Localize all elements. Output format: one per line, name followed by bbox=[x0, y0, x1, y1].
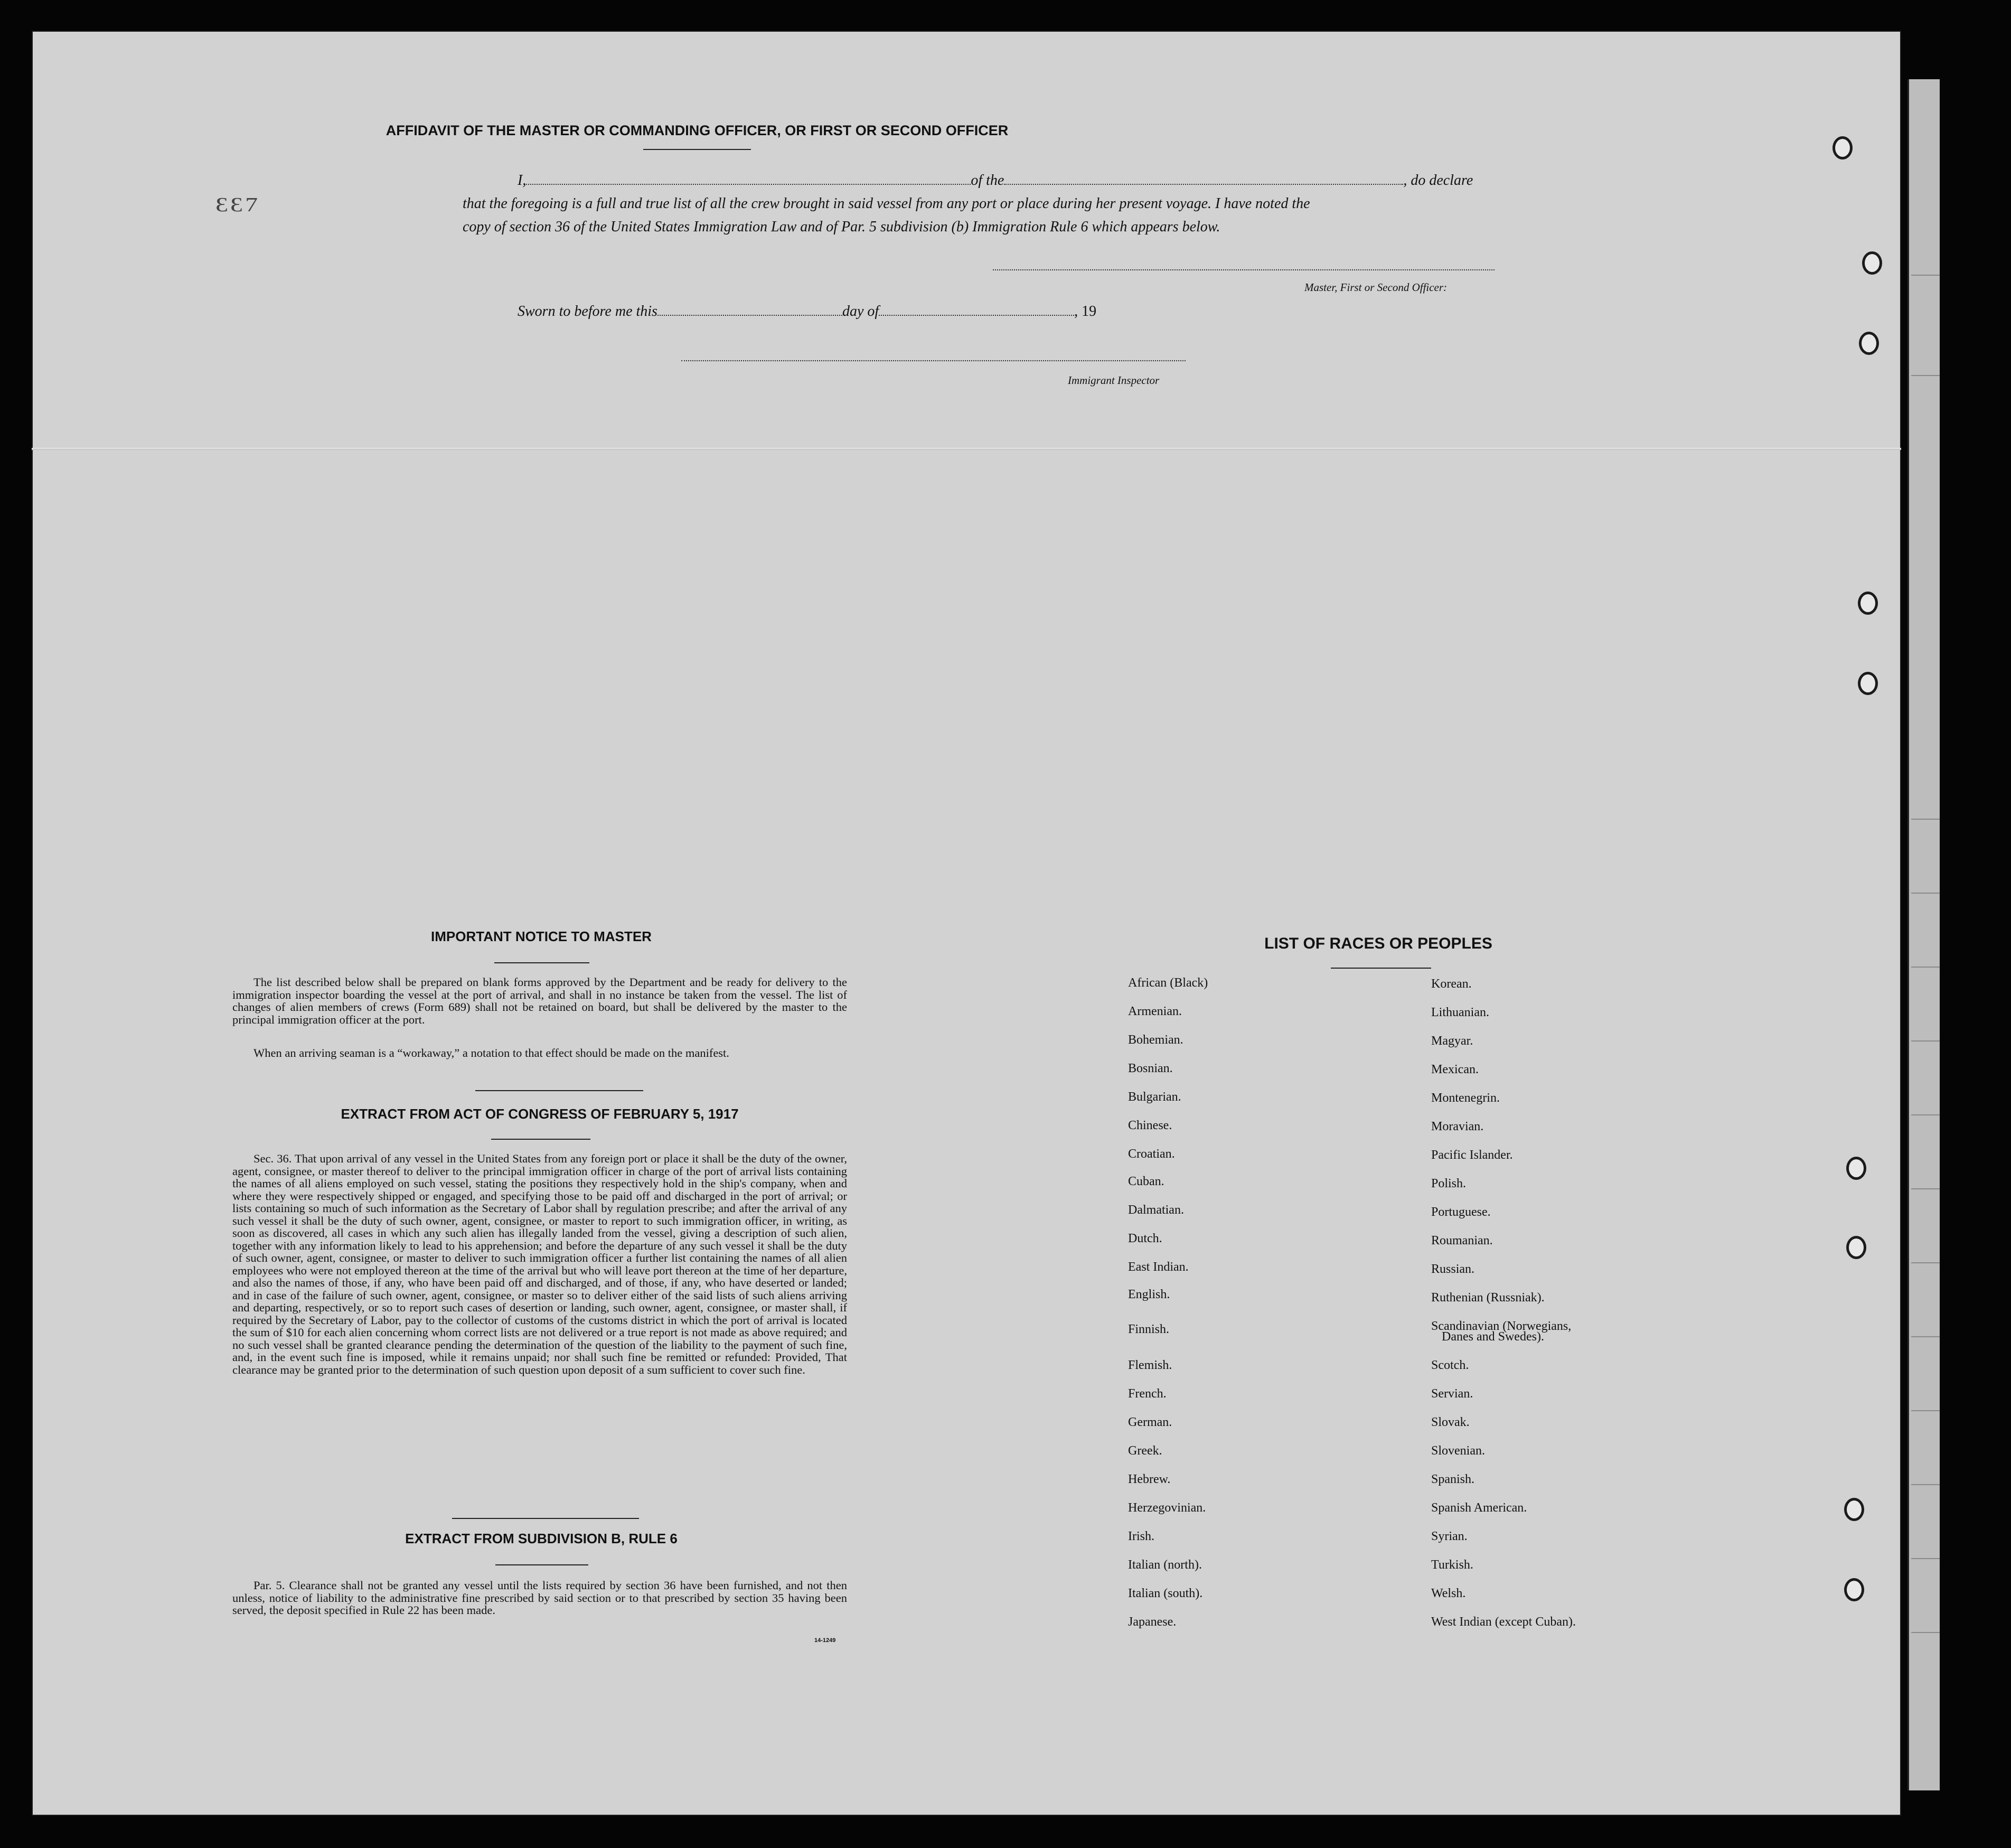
extract-act-text: Sec. 36. That upon arrival of any vessel in the United States from any foreign port or place it shall be the duty of the owner, agent, consignee, or master thereof to deliver to the principal immigration officer in charge of the port of arrival lists containing the names of all aliens employed on such vessel, stating the positions they respectively hold in the ship's company, when and where they were respectively shipped or engaged, and specifying those to be paid off and discharged in the port of arrival; or lists containing so much of such information as the Secretary of Labor shall by regulation prescribe; and after the arrival of any such vessel it shall be the duty of such owner, agent, consignee, or master to report to such immigration officer, in writing, as soon as discovered, all cases in which any such alien has illegally landed from the vessel, giving a description of such alien, together with any information likely to lead to his apprehension; and before the departure of any such vessel it shall be the duty of such owner, agent, consignee, or master to deliver to such immigration officer a further list containing the names of all alien employees who were not employed thereon at the time of the arrival but who will leave port thereon at the time of her departure, and also the names of those, if any, who have been paid off and discharged, and of those, if any, who have deserted or landed; and in case of the failure of such owner, agent, consignee, or master so to deliver either of the said lists of such aliens arriving and departing, respectively, or so to report such cases of desertion or landing, such owner, agent, consignee, or master shall, if required by the Secretary of Labor, pay to the collector of customs of the customs district in which the port of arrival is located the sum of $10 for each alien concerning whom correct lists are not delivered or a true report is not made as above required; and no such vessel shall be granted clearance pending the determination of the question of the liability to the payment of such fine, and, in the event such fine is imposed, while it remains unpaid; nor shall such fine be remitted or refunded: Provided, That clearance may be granted prior to the determination of such question upon deposit of a sum sufficient to cover such fine. bbox=[232, 1152, 847, 1376]
race-item: English. bbox=[1128, 1288, 1170, 1301]
race-item: Korean. bbox=[1431, 977, 1472, 991]
race-item: Cuban. bbox=[1128, 1175, 1164, 1188]
race-item: Slovenian. bbox=[1431, 1444, 1485, 1458]
race-item: Polish. bbox=[1431, 1177, 1467, 1190]
race-item: Bulgarian. bbox=[1128, 1090, 1181, 1104]
race-item: Pacific Islander. bbox=[1431, 1148, 1513, 1162]
races-title-rule bbox=[1331, 968, 1431, 969]
race-item: German. bbox=[1128, 1415, 1172, 1429]
binder-hole bbox=[1858, 672, 1878, 695]
section-divider bbox=[452, 1518, 639, 1519]
race-item: Mexican. bbox=[1431, 1063, 1479, 1076]
page-fold bbox=[32, 448, 1901, 450]
race-item: Montenegrin. bbox=[1431, 1091, 1500, 1105]
affidavit-line-3: copy of section 36 of the United States Immigration Law and of Par. 5 subdivision (b) Immigration Rule 6 which appears below. bbox=[463, 219, 1220, 235]
binder-hole bbox=[1844, 1498, 1864, 1521]
race-item: Scandinavian (Norwegians, bbox=[1431, 1319, 1572, 1333]
binder-hole bbox=[1862, 251, 1882, 275]
race-item: Italian (north). bbox=[1128, 1558, 1202, 1572]
race-continuation: Danes and Swedes). bbox=[1442, 1330, 1544, 1344]
races-title: LIST OF RACES OR PEOPLES bbox=[1264, 935, 1492, 952]
form-number: 14-1249 bbox=[814, 1637, 836, 1644]
extract-act-title-rule bbox=[491, 1139, 590, 1140]
race-item: Irish. bbox=[1128, 1530, 1154, 1543]
notice-title: IMPORTANT NOTICE TO MASTER bbox=[431, 928, 652, 944]
extract-rule-title-rule bbox=[495, 1564, 588, 1565]
manifest-page bbox=[32, 31, 1901, 1816]
race-item: African (Black) bbox=[1128, 976, 1208, 990]
race-item: Spanish American. bbox=[1431, 1501, 1527, 1515]
race-item: Moravian. bbox=[1431, 1120, 1484, 1133]
notice-paragraph-2: When an arriving seaman is a “workaway,” a notation to that effect should be made on the manifest. bbox=[253, 1046, 729, 1059]
race-item: Ruthenian (Russniak). bbox=[1431, 1291, 1545, 1305]
race-item: Slovak. bbox=[1431, 1415, 1470, 1429]
binder-hole bbox=[1833, 136, 1853, 160]
race-item: Flemish. bbox=[1128, 1358, 1172, 1372]
extract-act-title: EXTRACT FROM ACT OF CONGRESS OF FEBRUARY 5, 1917 bbox=[341, 1106, 739, 1122]
race-item: Magyar. bbox=[1431, 1034, 1473, 1048]
race-item: Russian. bbox=[1431, 1262, 1475, 1276]
binder-hole bbox=[1844, 1578, 1864, 1601]
race-item: East Indian. bbox=[1128, 1260, 1189, 1274]
race-item: Roumanian. bbox=[1431, 1234, 1493, 1247]
race-item: West Indian (except Cuban). bbox=[1431, 1615, 1576, 1629]
binder-hole bbox=[1858, 592, 1878, 615]
notice-paragraph-1: The list described below shall be prepared on blank forms approved by the Department and be ready for delivery to the immigration inspector boarding the vessel at the port of arrival, and shall in no instance be taken from the vessel. The list of changes of alien members of crews (Form 689) shall not be retained on board, but shall be delivered by the master to the principal immigration officer at the port. bbox=[232, 975, 847, 1026]
race-item: Dalmatian. bbox=[1128, 1203, 1184, 1217]
race-item: Chinese. bbox=[1128, 1119, 1172, 1132]
race-item: French. bbox=[1128, 1387, 1167, 1401]
race-item: Spanish. bbox=[1431, 1472, 1475, 1486]
affidavit-title-rule bbox=[643, 149, 751, 150]
adjacent-sheet-edge bbox=[1907, 79, 1940, 1790]
race-item: Turkish. bbox=[1431, 1558, 1473, 1572]
affidavit-line-2: that the foregoing is a full and true list of all the crew brought in said vessel from any port or place during her present voyage. I have noted the bbox=[463, 195, 1310, 212]
notice-title-rule bbox=[494, 962, 589, 963]
section-divider bbox=[475, 1090, 643, 1091]
race-item: Finnish. bbox=[1128, 1322, 1170, 1336]
margin-mark: ƐƐ7 bbox=[215, 193, 260, 216]
race-item: Armenian. bbox=[1128, 1005, 1182, 1018]
extract-rule-title: EXTRACT FROM SUBDIVISION B, RULE 6 bbox=[405, 1531, 678, 1546]
affidavit-title: AFFIDAVIT OF THE MASTER OR COMMANDING OFFICER, OR FIRST OR SECOND OFFICER bbox=[386, 123, 1009, 138]
extract-rule-text: Par. 5. Clearance shall not be granted any vessel until the lists required by section 36 have been furnished, and not then unless, notice of liability to the administrative fine prescribed by said section or to that prescribed by section 35 having been served, the deposit specified in Rule 22 has been made. bbox=[232, 1579, 847, 1617]
race-item: Portuguese. bbox=[1431, 1205, 1491, 1219]
race-item: Croatian. bbox=[1128, 1147, 1175, 1161]
master-signature-caption: Master, First or Second Officer: bbox=[1304, 281, 1448, 294]
binder-hole bbox=[1846, 1236, 1866, 1259]
binder-hole bbox=[1846, 1157, 1866, 1180]
race-item: Dutch. bbox=[1128, 1232, 1162, 1245]
race-item: Greek. bbox=[1128, 1444, 1162, 1458]
race-item: Welsh. bbox=[1431, 1587, 1466, 1600]
race-item: Scotch. bbox=[1431, 1358, 1469, 1372]
binder-hole bbox=[1859, 332, 1879, 355]
race-item: Bohemian. bbox=[1128, 1033, 1183, 1047]
race-item: Herzegovinian. bbox=[1128, 1501, 1206, 1515]
sworn-line: Sworn to before me this day of , 19 bbox=[518, 303, 1097, 320]
race-item: Bosnian. bbox=[1128, 1062, 1173, 1075]
race-item: Italian (south). bbox=[1128, 1587, 1203, 1600]
race-item: Syrian. bbox=[1431, 1530, 1468, 1543]
inspector-signature-line bbox=[681, 359, 1186, 361]
master-signature-line bbox=[993, 268, 1495, 270]
race-item: Servian. bbox=[1431, 1387, 1473, 1401]
race-item: Japanese. bbox=[1128, 1615, 1177, 1629]
race-item: Lithuanian. bbox=[1431, 1006, 1489, 1019]
inspector-caption: Immigrant Inspector bbox=[1068, 374, 1160, 387]
race-item: Hebrew. bbox=[1128, 1472, 1171, 1486]
affidavit-line-1: I, of the , do declare bbox=[518, 172, 1473, 189]
